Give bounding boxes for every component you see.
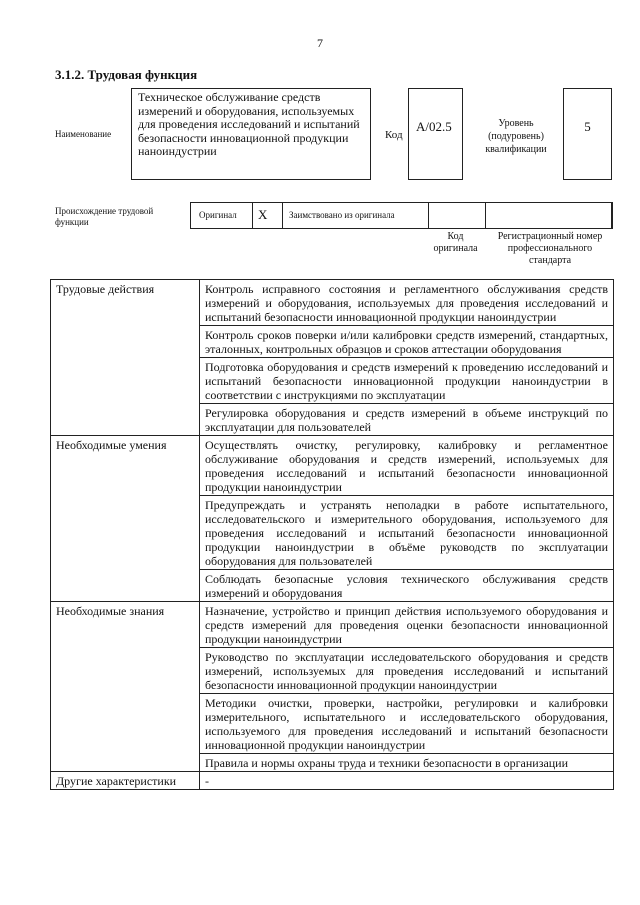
code-original-label: Код оригинала (433, 231, 478, 254)
list-item: Подготовка оборудования и средств измерений к проведению исследований и испытаний безопасности инновационной продукции наноиндустрии в соответствии с инструкциями по эксплуатации (200, 358, 614, 404)
function-table (50, 279, 614, 790)
table-row (51, 772, 614, 790)
list-item: Регулировка оборудования и средств измерений в объеме инструкций по эксплуатации для пользователей (200, 404, 614, 436)
table-row (51, 602, 614, 648)
table-row (51, 436, 614, 496)
reg-number-cell (485, 202, 612, 229)
qualification-level: 5 (563, 88, 612, 180)
function-code: A/02.5 (408, 88, 463, 180)
section-title: 3.1.2. Трудовая функция (55, 67, 198, 82)
function-name: Техническое обслуживание средств измерений и оборудования, используемых для проведения исследований и испытаний безопасности инновационной продукции наноиндустрии (131, 88, 371, 180)
table-row (51, 280, 614, 326)
reg-number-label: Регистрационный номер профессионального стандарта (497, 231, 603, 266)
list-item: Правила и нормы охраны труда и техники безопасности в организации (200, 754, 614, 772)
borrowed-cell (283, 203, 428, 228)
list-item: Назначение, устройство и принцип действия используемого оборудования и средств измерений для проведения оценки безопасности инновационной продукции наноиндустрии (200, 602, 614, 648)
level-label: Уровень (подуровень) квалификации (485, 118, 547, 155)
borrowed-label: Заимствовано из оригинала (289, 210, 395, 220)
code-label: Код (385, 129, 403, 141)
row-header-skills: Необходимые умения (51, 436, 200, 602)
original-mark-cell (253, 203, 283, 228)
list-item: Методики очистки, проверки, настройки, регулировки и калибровки измерительного, испытательного и исследовательского оборудования, используемого для проведения исследований и испытаний безопасности инновационной продукции наноиндустрии (200, 694, 614, 754)
row-header-actions: Трудовые действия (51, 280, 200, 436)
row-header-other: Другие характеристики (51, 772, 200, 790)
list-item: Соблюдать безопасные условия технического обслуживания средств измерений и оборудования (200, 570, 614, 602)
list-item: Руководство по эксплуатации исследовательского оборудования и средств измерений, используемых для проведения исследований и испытаний безопасности инновационной продукции наноиндустрии (200, 648, 614, 694)
list-item: - (200, 772, 614, 790)
origin-label: Происхождение трудовой функции (55, 206, 154, 227)
row-header-knowledge: Необходимые знания (51, 602, 200, 772)
list-item: Контроль исправного состояния и регламентного обслуживания средств измерений и оборудования, используемых для проведения исследований и испытаний безопасности инновационной продукции наноиндустрии (200, 280, 614, 326)
list-item: Предупреждать и устранять неполадки в работе испытательного, исследовательского и измерительного оборудования, используемого для проведения исследований и испытаний безопасности инновационной продукции наноиндустрии в объёме руководств по эксплуатации оборудования для пользователей (200, 496, 614, 570)
original-label: Оригинал (199, 210, 237, 220)
original-cell (191, 203, 253, 228)
name-label: Наименование (55, 129, 112, 139)
page-number: 7 (317, 36, 323, 50)
list-item: Осуществлять очистку, регулировку, калибровку и регламентное обслуживание оборудования и средств измерений, используемых для проведения исследований и испытаний безопасности инновационной продукции наноиндустрии (200, 436, 614, 496)
original-code-cell (428, 203, 486, 228)
list-item: Контроль сроков поверки и/или калибровки средств измерений, стандартных, эталонных, контрольных образцов и сроков аттестации оборудования (200, 326, 614, 358)
original-mark: X (258, 207, 268, 222)
